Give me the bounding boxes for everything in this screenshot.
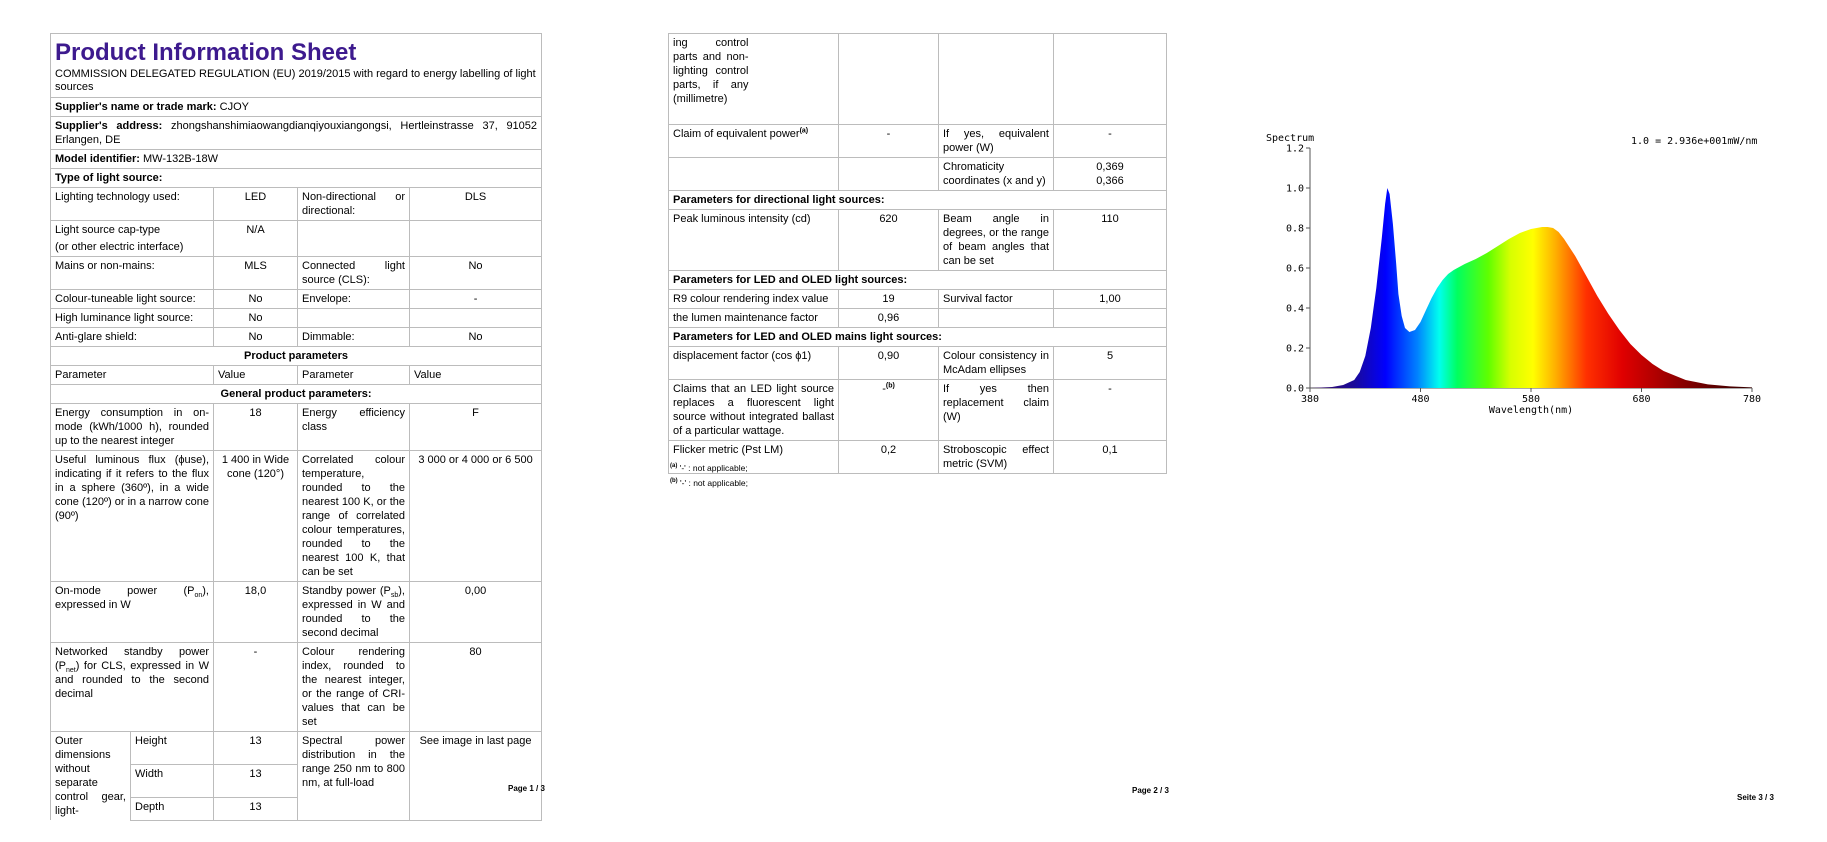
y-tick-label: 0.2 [1285,343,1304,355]
height-label: Height [131,732,214,765]
standby-sub: sb [390,592,399,600]
x-tick-label: 780 [1742,394,1762,405]
empty-cell [939,309,1054,328]
claims-value-text: - [882,383,886,395]
spectrum-chart [1240,0,1827,842]
empty-cell [753,34,839,125]
page-number-3: Seite 3 / 3 [1737,793,1774,802]
displacement-label: displacement factor (cos ϕ1) [669,347,839,380]
spectral-value: See image in last page [410,732,542,821]
outer-dim-label: Outer dimensions without separate control gear, light- [51,732,131,821]
led-heading: Parameters for LED and OLED light sources: [669,271,1167,290]
x-tick-label: 680 [1632,394,1651,405]
standby-label-b: ), expressed in W and rounded to the second decimal [302,585,405,639]
peak-label: Peak luminous intensity (cd) [669,210,839,271]
y-tick-label: 1.0 [1285,183,1304,195]
spectrum-area [1310,188,1752,388]
connected-value: No [410,257,542,290]
type-heading: Type of light source: [51,169,542,188]
x-tick-label: 580 [1521,394,1541,405]
standby-label [298,582,410,643]
supplier-address-value: zhongshanshimiaowangdianqiyouxiangongsi, Hertleinstrasse 37, 91052 Erlangen, DE [55,120,538,146]
model-value: MW-132B-18W [143,153,218,165]
width-label: Width [131,764,214,797]
equiv-power-value: - [1054,125,1167,158]
high-lum-label: High luminance light source: [51,309,214,328]
envelope-label: Envelope: [298,290,410,309]
antiglare-value: No [214,328,298,347]
claims-label: Claims that an LED light source replaces a fluorescent light source without integrated ballast of a particular wattage. [669,380,839,441]
claims-sup: (b) [885,382,895,390]
cap-type-label [51,221,214,257]
flicker-value: 0,2 [839,441,939,474]
mains-value: MLS [214,257,298,290]
equiv-value: - [839,125,939,158]
r9-label: R9 colour rendering index value [669,290,839,309]
standby-label-a: Standby power (P [302,585,391,597]
lighting-tech-value: LED [214,188,298,221]
antiglare-label: Anti-glare shield: [51,328,214,347]
efficiency-value: F [410,404,542,451]
page-1 [0,0,560,842]
envelope-value: - [410,290,542,309]
lumen-label: the lumen maintenance factor [669,309,839,328]
non-directional-value: DLS [410,188,542,221]
flux-label: Useful luminous flux (ϕuse), indicating if it refers to the flux in a sphere (360º), in a wide cone (120º) or in a narrow cone (90º) [51,451,214,582]
col-parameter-2: Parameter [298,366,410,385]
product-info-table [50,33,542,821]
x-tick-label: 480 [1411,394,1430,405]
page-number-2: Page 2 / 3 [1132,786,1169,795]
networked-label-b: ) for CLS, expressed in W and rounded to the second decimal [55,660,209,700]
depth-label: Depth [131,797,214,820]
page-title: Product Information Sheet [55,39,357,66]
energy-value: 18 [214,404,298,451]
general-params-heading: General product parameters: [51,385,542,404]
empty-cell [410,309,542,328]
footnote-a [670,463,748,473]
dimmable-value: No [410,328,542,347]
onmode-label-b: ), expressed in W [55,585,209,611]
tuneable-label: Colour-tuneable light source: [51,290,214,309]
empty-cell [839,34,939,125]
onmode-label [51,582,214,643]
cap-type-label-line1: Light source cap-type [55,224,161,236]
high-lum-value: No [214,309,298,328]
onmode-sub: on [194,592,203,600]
strobo-label: Stroboscopic effect metric (SVM) [939,441,1054,474]
networked-value: - [214,643,298,732]
claims-value [839,380,939,441]
supplier-name-label: Supplier's name or trade mark: [55,101,217,113]
empty-cell [410,221,542,257]
strobo-value: 0,1 [1054,441,1167,474]
displacement-value: 0,90 [839,347,939,380]
chroma-value [1054,158,1167,191]
col-value-1: Value [214,366,298,385]
flicker-label: Flicker metric (Pst LM) [669,441,839,474]
mains-heading: Parameters for LED and OLED mains light sources: [669,328,1167,347]
empty-cell [298,309,410,328]
networked-sub: net [66,667,76,675]
footnote-b-text: '-' : not applicable; [680,478,749,488]
empty-cell [839,158,939,191]
cri-label: Colour rendering index, rounded to the nearest integer, or the range of CRI-values that can be set [298,643,410,732]
beam-value: 110 [1054,210,1167,271]
energy-label: Energy consumption in on-mode (kWh/1000 h), rounded up to the nearest integer [51,404,214,451]
footnote-b [670,478,748,488]
replacement-label: If yes then replacement claim (W) [939,380,1054,441]
consistency-label: Colour consistency in McAdam ellipses [939,347,1054,380]
depth-value: 13 [214,797,298,820]
col-value-2: Value [410,366,542,385]
y-tick-label: 0.8 [1285,223,1304,235]
spectral-label: Spectral power distribution in the range 250 nm to 800 nm, at full-load [298,732,410,821]
empty-cell [1054,309,1167,328]
regulation-text: COMMISSION DELEGATED REGULATION (EU) 2019/2015 with regard to energy labelling of light sources [55,68,536,93]
product-params-heading: Product parameters [51,347,542,366]
non-directional-label: Non-directional or directional: [298,188,410,221]
page-2 [640,0,1200,842]
model-row [51,150,542,169]
chroma-y: 0,366 [1096,175,1124,187]
mains-label: Mains or non-mains: [51,257,214,290]
y-tick-label: 1.2 [1285,143,1304,155]
networked-label-a: Networked standby power (P [55,646,209,672]
continued-label: ing control parts and non-lighting control parts, if any (millimetre) [669,34,753,125]
equiv-power-label: If yes, equivalent power (W) [939,125,1054,158]
equiv-label [669,125,839,158]
r9-value: 19 [839,290,939,309]
beam-label: Beam angle in degrees, or the range of beam angles that can be set [939,210,1054,271]
onmode-label-a: On-mode power (P [55,585,195,597]
footnote-a-text: '-' : not applicable; [679,463,748,473]
y-tick-label: 0.4 [1285,303,1304,315]
cct-label: Correlated colour temperature, rounded to the nearest 100 K, or the range of correlated colour temperatures, rounded to the nearest 100 K, that can be set [298,451,410,582]
dimmable-label: Dimmable: [298,328,410,347]
flux-value: 1 400 in Wide cone (120°) [214,451,298,582]
supplier-name-row [51,98,542,117]
chart-annotation: 1.0 = 2.936e+001mW/nm [1631,136,1758,147]
empty-cell [939,34,1054,125]
cap-type-value: N/A [214,221,298,257]
page-number-1: Page 1 / 3 [508,784,545,793]
model-label: Model identifier: [55,153,140,165]
onmode-value: 18,0 [214,582,298,643]
connected-label: Connected light source (CLS): [298,257,410,290]
survival-label: Survival factor [939,290,1054,309]
survival-value: 1,00 [1054,290,1167,309]
width-value: 13 [214,764,298,797]
x-tick-label: 380 [1300,394,1320,405]
empty-cell [298,221,410,257]
footnote-a-sup: (a) [670,463,678,470]
consistency-value: 5 [1054,347,1167,380]
efficiency-label: Energy efficiency class [298,404,410,451]
empty-cell [669,158,839,191]
x-axis-label: Wavelength(nm) [1488,405,1574,416]
networked-label [51,643,214,732]
equiv-sup: (a) [799,127,809,135]
y-tick-label: 0.6 [1285,263,1304,275]
product-info-table-continued [668,33,1167,474]
chroma-label: Chromaticity coordinates (x and y) [939,158,1054,191]
empty-cell [1054,34,1167,125]
directional-heading: Parameters for directional light sources: [669,191,1167,210]
chart-title: Spectrum [1266,133,1315,144]
col-parameter-1: Parameter [51,366,214,385]
footnote-b-sup: (b) [670,478,678,485]
equiv-label-text: Claim of equivalent power [673,128,800,140]
height-value: 13 [214,732,298,765]
lighting-tech-label: Lighting technology used: [51,188,214,221]
cri-value: 80 [410,643,542,732]
page-3 [1240,0,1827,842]
tuneable-value: No [214,290,298,309]
standby-value: 0,00 [410,582,542,643]
y-tick-label: 0.0 [1285,383,1304,395]
peak-value: 620 [839,210,939,271]
supplier-name-value: CJOY [219,101,249,113]
cct-value: 3 000 or 4 000 or 6 500 [410,451,542,582]
cap-type-label-line2: (or other electric interface) [55,241,184,253]
replacement-value: - [1054,380,1167,441]
supplier-address-row [51,117,542,150]
supplier-address-label: Supplier's address: [55,120,163,132]
chroma-x: 0,369 [1096,161,1124,173]
lumen-value: 0,96 [839,309,939,328]
